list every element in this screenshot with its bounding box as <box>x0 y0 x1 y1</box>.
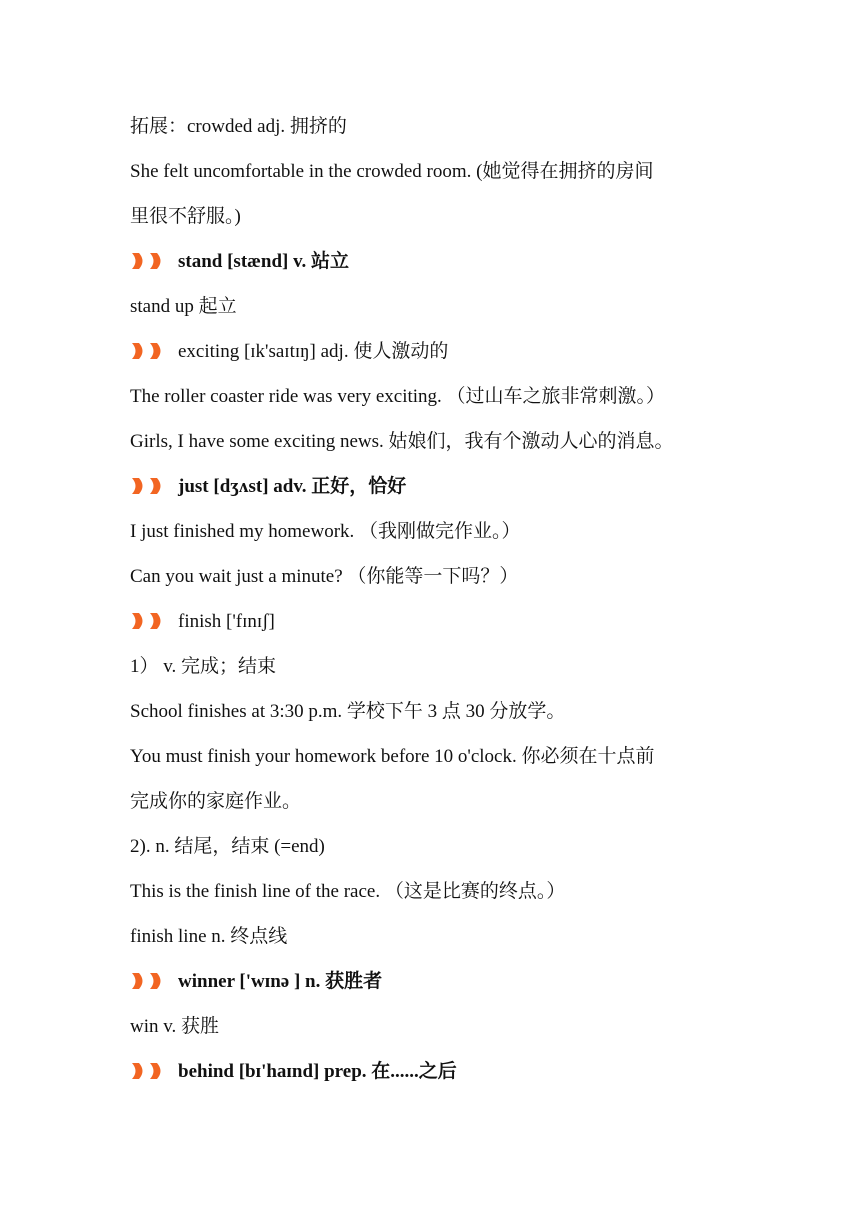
double-heart-bullet-icon <box>130 252 168 270</box>
text-line-finish-sense-1 <box>130 655 760 679</box>
line-text: She felt uncomfortable in the crowded room. (她觉得在拥挤的房间 <box>130 161 654 182</box>
line-text: The roller coaster ride was very exciting. （过山车之旅非常刺激。） <box>130 386 666 407</box>
line-text: 2). n. 结尾，结束 (=end) <box>130 836 325 857</box>
vocab-heading-just <box>130 475 760 499</box>
text-line-stand-up <box>130 295 760 319</box>
line-text: 1） v. 完成；结束 <box>130 656 277 677</box>
text-line-finish-sense-2 <box>130 835 760 859</box>
line-text: win v. 获胜 <box>130 1016 220 1037</box>
text-line-example-finish-2-cont <box>130 790 760 814</box>
text-line-extension-crowded <box>130 115 760 139</box>
text-line-example-exciting-1 <box>130 385 760 409</box>
vocab-heading-stand <box>130 250 760 274</box>
text-line-example-just-2 <box>130 565 760 589</box>
vocab-heading-text: winner ['wɪnə ] n. 获胜者 <box>178 971 383 992</box>
line-text: 拓展：crowded adj. 拥挤的 <box>130 116 347 137</box>
double-heart-bullet-icon <box>130 972 168 990</box>
text-line-example-finish-1 <box>130 700 760 724</box>
text-line-example-finish-2 <box>130 745 760 769</box>
line-text: 里很不舒服。) <box>130 206 241 227</box>
vocab-heading-text: just [dʒʌst] adv. 正好，恰好 <box>178 476 407 497</box>
vocab-heading-text: exciting [ɪk'saɪtɪŋ] adj. 使人激动的 <box>178 341 449 362</box>
line-text: I just finished my homework. （我刚做完作业。） <box>130 521 521 542</box>
line-text: finish line n. 终点线 <box>130 926 288 947</box>
text-line-example-finish-line <box>130 880 760 904</box>
vocab-heading-exciting <box>130 340 760 364</box>
vocab-heading-text: stand [stænd] v. 站立 <box>178 251 350 272</box>
line-text: Girls, I have some exciting news. 姑娘们，我有个激动人心的消息。 <box>130 431 674 452</box>
double-heart-bullet-icon <box>130 477 168 495</box>
vocab-heading-winner <box>130 970 760 994</box>
text-line-example-crowded-cont <box>130 205 760 229</box>
line-text: Can you wait just a minute? （你能等一下吗？） <box>130 566 519 587</box>
line-text: You must finish your homework before 10 o'clock. 你必须在十点前 <box>130 746 655 767</box>
vocab-heading-finish <box>130 610 760 634</box>
line-text: This is the finish line of the race. （这是比赛的终点。） <box>130 881 566 902</box>
line-text: stand up 起立 <box>130 296 237 317</box>
text-line-win <box>130 1015 760 1039</box>
text-line-example-crowded <box>130 160 760 184</box>
line-text: 完成你的家庭作业。 <box>130 791 302 812</box>
vocab-heading-text: behind [bɪ'haɪnd] prep. 在......之后 <box>178 1061 457 1082</box>
text-line-example-exciting-2 <box>130 430 760 454</box>
double-heart-bullet-icon <box>130 1062 168 1080</box>
double-heart-bullet-icon <box>130 612 168 630</box>
text-line-example-just-1 <box>130 520 760 544</box>
text-line-finish-line-definition <box>130 925 760 949</box>
double-heart-bullet-icon <box>130 342 168 360</box>
vocab-heading-behind <box>130 1060 760 1084</box>
vocab-heading-text: finish ['fɪnɪʃ] <box>178 611 275 632</box>
line-text: School finishes at 3:30 p.m. 学校下午 3 点 30 分放学。 <box>130 701 566 722</box>
